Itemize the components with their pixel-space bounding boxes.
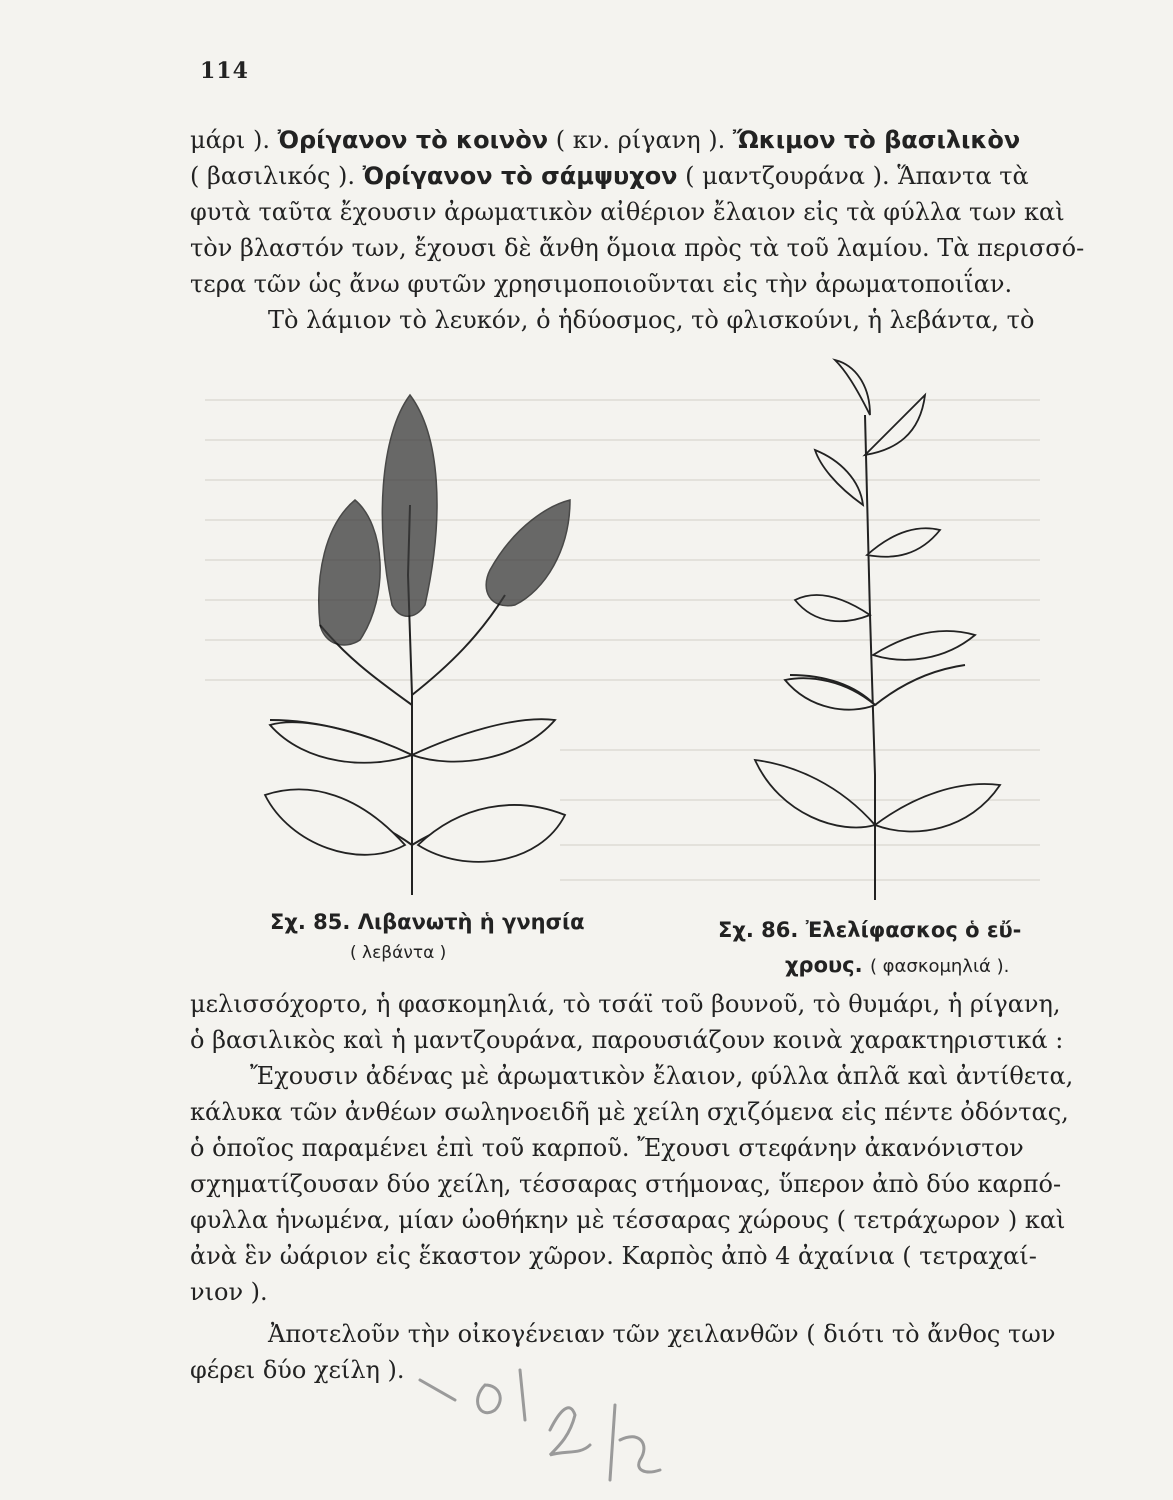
figure-86-caption-line-2: χρους. ( φασκομηλιά ). [785, 953, 1010, 977]
sage-illustration [745, 355, 1045, 900]
paragraph-2-line-9: νιον ). [190, 1278, 268, 1306]
paragraph-1-line-3: φυτὰ ταῦτα ἔχουσιν ἀρωματικὸν αἰθέριον ἔλαιον εἰς τὰ φύλλα των καὶ [190, 198, 1065, 226]
paragraph-2-line-6: σχηματίζουσαν δύο χείλη, τέσσαρας στήμονας, ὕπερον ἀπὸ δύο καρπό- [190, 1170, 1062, 1198]
figure-85-subcaption: ( λεβάντα ) [350, 943, 447, 963]
paragraph-1-line-1: μάρι ). Ὀρίγανον τὸ κοινὸν ( κν. ρίγανη ). Ὤκιμον τὸ βασιλικὸν [190, 126, 1021, 154]
paragraph-2-line-2: ὁ βασιλικὸς καὶ ἡ μαντζουράνα, παρουσιάζουν κοινὰ χαρακτηριστικά : [190, 1026, 1064, 1054]
figure-86-caption-line-1: Σχ. 86. Ἐλελίφασκος ὁ εὔ- [718, 918, 1022, 942]
paragraph-3-line-1: Ἀποτελοῦν τὴν οἰκογένειαν τῶν χειλανθῶν ( διότι τὸ ἄνθος των [268, 1320, 1056, 1348]
page-number: 114 [200, 58, 249, 84]
paragraph-1 [190, 122, 1085, 338]
figure-85-caption: Σχ. 85. Λιβανωτὴ ἡ γνησία [270, 910, 585, 934]
paragraph-2-line-3: Ἔχουσιν ἀδένας μὲ ἀρωματικὸν ἔλαιον, φύλλα ἁπλᾶ καὶ ἀντίθετα, [250, 1062, 1074, 1090]
paragraph-2-line-8: ἀνὰ ἓν ὠάριον εἰς ἕκαστον χῶρον. Καρπὸς ἀπὸ 4 ἀχαίνια ( τετραχαί- [190, 1242, 1037, 1270]
paragraph-2-line-1: μελισσόχορτο, ἡ φασκομηλιά, τὸ τσάϊ τοῦ βουνοῦ, τὸ θυμάρι, ἡ ρίγανη, [190, 990, 1061, 1018]
paragraph-2-line-5: ὁ ὁποῖος παραμένει ἐπὶ τοῦ καρποῦ. Ἔχουσι στεφάνην ἀκανόνιστον [190, 1134, 1024, 1162]
lavender-illustration [250, 375, 580, 895]
paragraph-1-line-6: Τὸ λάμιον τὸ λευκόν, ὁ ἡδύοσμος, τὸ φλισκούνι, ἡ λεβάντα, τὸ [268, 306, 1035, 334]
paragraph-2-line-7: φυλλα ἡνωμένα, μίαν ὠοθήκην μὲ τέσσαρας χώρους ( τετράχωρον ) καὶ [190, 1206, 1066, 1234]
paragraph-3-line-2: φέρει δύο χείλη ). [190, 1356, 405, 1384]
paragraph-1-line-4: τὸν βλαστόν των, ἔχουσι δὲ ἄνθη ὅμοια πρὸς τὰ τοῦ λαμίου. Τὰ περισσό- [190, 234, 1085, 262]
paragraph-1-line-5: τερα τῶν ὡς ἄνω φυτῶν χρησιμοποιοῦνται εἰς τὴν ἀρωματοποιΐαν. [190, 270, 1013, 298]
paragraph-2 [190, 986, 1074, 1310]
paragraph-1-line-2: ( βασιλικός ). Ὀρίγανον τὸ σάμψυχον ( μαντζουράνα ). Ἅπαντα τὰ [190, 162, 1029, 190]
figure-86-subcaption: ( φασκομηλιά ). [869, 956, 1010, 977]
paragraph-2-line-4: κάλυκα τῶν ἀνθέων σωληνοειδῆ μὲ χείλη σχιζόμενα εἰς πέντε ὀδόντας, [190, 1098, 1069, 1126]
handwritten-pencil-mark [410, 1360, 670, 1490]
